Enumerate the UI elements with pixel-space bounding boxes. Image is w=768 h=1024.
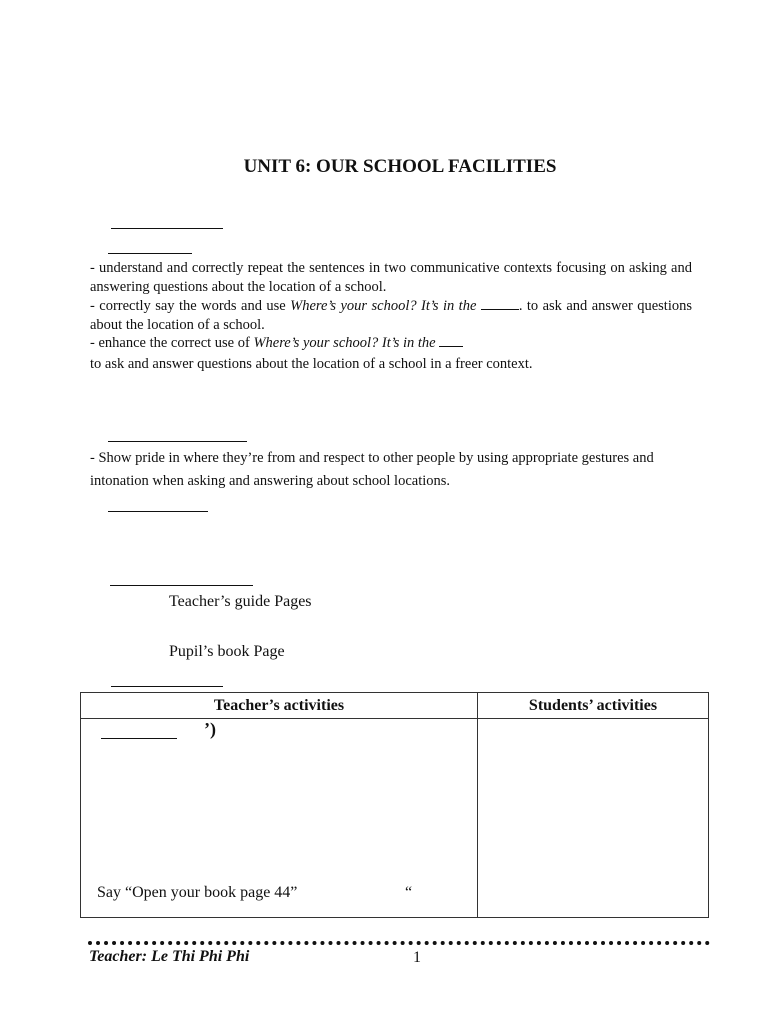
- objective-item: [90, 355, 692, 374]
- student-activity-cell: [478, 719, 709, 918]
- page-number: 1: [413, 949, 421, 966]
- heading-underline-knowledge: [108, 253, 192, 254]
- table-row: [81, 719, 709, 918]
- heading-underline-objectives: [111, 228, 223, 229]
- objective-text: . to ask and answer questions about the location of a school.: [90, 298, 692, 333]
- fill-blank: [481, 297, 519, 310]
- sentence-pattern: Where’s your school? It’s in the: [290, 298, 481, 314]
- teacher-activity-cell: [81, 719, 478, 918]
- objective-text: to ask and answer questions about the location of a school in a freer context.: [90, 356, 533, 372]
- fill-blank: [439, 334, 463, 347]
- page-title: UNIT 6: OUR SCHOOL FACILITIES: [243, 156, 557, 177]
- sentence-pattern: Where’s your school? It’s in the: [253, 335, 440, 351]
- attitude-text: - Show pride in where they’re from and respect to other people by using appropriate gestures and intonation when asking and answering about school locations.: [90, 450, 654, 489]
- heading-underline-procedures: [111, 686, 223, 687]
- header-students-activities: Students’ activities: [478, 693, 709, 719]
- footer-divider: [88, 941, 710, 945]
- quote-mark: “: [405, 884, 413, 901]
- objective-text: - understand and correctly repeat the sentences in two communicative contexts focusing on asking and answering questions about the location of a school.: [90, 260, 692, 295]
- table-header-row: [81, 693, 709, 719]
- objective-text: - correctly say the words and use: [90, 298, 291, 314]
- header-teachers-activities: Teacher’s activities: [81, 693, 478, 719]
- activities-table: [80, 692, 709, 918]
- attitude-item: [90, 447, 696, 493]
- heading-underline-resources: [108, 511, 208, 512]
- footer-teacher-name: Teacher: Le Thi Phi Phi: [89, 948, 250, 965]
- teachers-guide-ref: Teacher’s guide Pages: [169, 593, 312, 610]
- pupils-book-ref: Pupil’s book Page: [169, 643, 285, 660]
- instruction-text: Say “Open your book page 44”: [97, 884, 298, 901]
- objective-item: [90, 334, 692, 353]
- step-underline: [101, 738, 177, 739]
- objective-item: [90, 259, 692, 296]
- heading-underline-attitude: [108, 441, 247, 442]
- objective-text: - enhance the correct use of: [90, 335, 254, 351]
- step-fragment: ’): [204, 719, 216, 739]
- objective-item: [90, 297, 692, 334]
- heading-underline-materials: [110, 585, 253, 586]
